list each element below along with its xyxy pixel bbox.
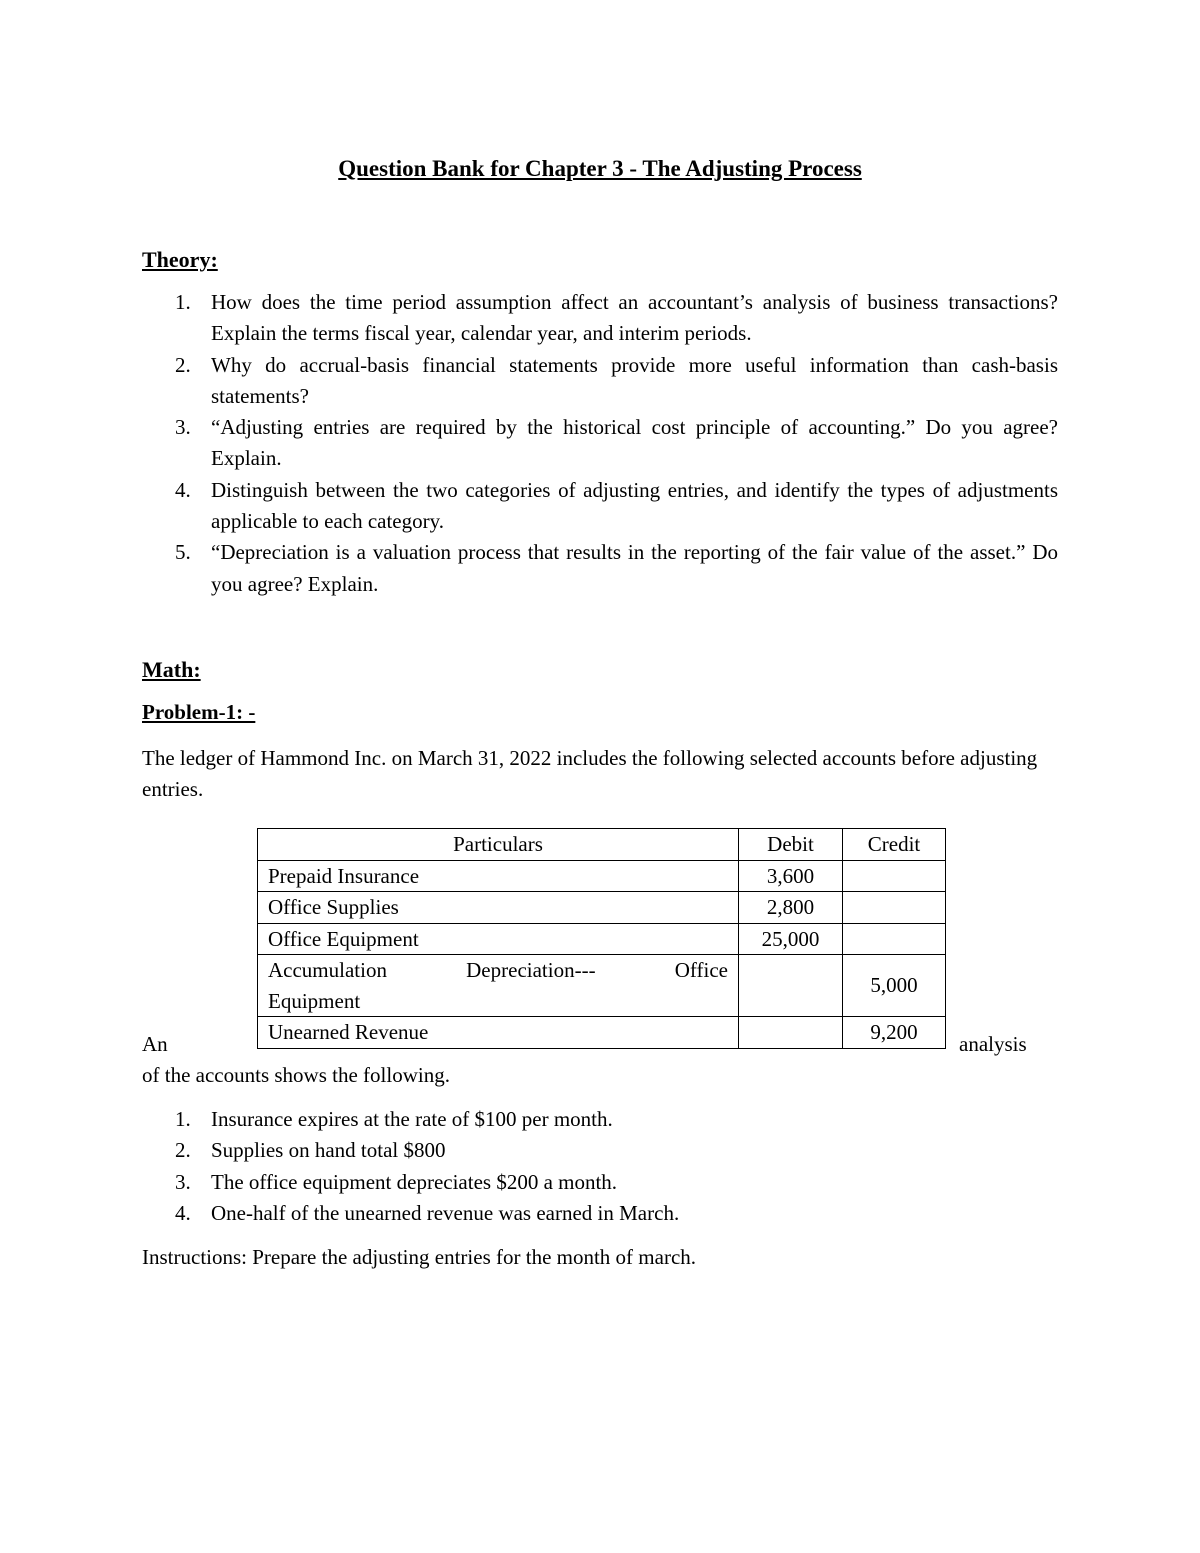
- cell-credit: [843, 860, 946, 892]
- cell-particulars: [258, 955, 739, 1017]
- theory-question: 3. “Adjusting entries are required by the historical cost principle of accounting.” Do you agree? Explain.: [175, 415, 1058, 471]
- facts-list: [142, 1104, 1058, 1229]
- table-row: [258, 955, 946, 1017]
- fact-item: 2. Supplies on hand total $800: [175, 1138, 446, 1163]
- header-credit: Credit: [843, 829, 946, 861]
- table-row: [258, 923, 946, 955]
- theory-question: 5. “Depreciation is a valuation process that results in the reporting of the fair value of the asset.” Do you agree? Explain.: [175, 540, 1058, 596]
- page-title: Question Bank for Chapter 3 - The Adjusting Process: [338, 156, 862, 181]
- particulars-part: Depreciation---: [466, 958, 596, 982]
- particulars-part: Office: [674, 958, 728, 982]
- cell-particulars: Prepaid Insurance: [258, 860, 739, 892]
- ledger-table: [257, 828, 946, 1049]
- header-debit: Debit: [739, 829, 843, 861]
- theory-question-list: [142, 287, 1058, 600]
- problem-heading: Problem-1: -: [142, 700, 256, 724]
- cell-credit: 9,200: [843, 1017, 946, 1049]
- math-heading: Math:: [142, 657, 201, 682]
- cell-debit: [739, 1017, 843, 1049]
- theory-question: 1. How does the time period assumption affect an accountant’s analysis of business transactions? Explain the terms fiscal year, calendar year, and interim periods.: [175, 290, 1058, 346]
- table-row: [258, 892, 946, 924]
- cell-debit: 25,000: [739, 923, 843, 955]
- table-row: [258, 1017, 946, 1049]
- fact-item: 1. Insurance expires at the rate of $100 per month.: [175, 1107, 613, 1131]
- instructions: Instructions: Prepare the adjusting entries for the month of march.: [142, 1245, 697, 1269]
- table-row: [258, 860, 946, 892]
- fact-item: 3. The office equipment depreciates $200 a month.: [175, 1169, 618, 1194]
- fact-item: 4. One-half of the unearned revenue was earned in March.: [175, 1200, 680, 1225]
- cell-particulars: Office Supplies: [258, 892, 739, 924]
- particulars-part: Accumulation: [268, 958, 387, 982]
- cell-debit: 2,800: [739, 892, 843, 924]
- analysis-line2: of the accounts shows the following.: [142, 1063, 450, 1087]
- table-header-row: [258, 829, 946, 861]
- cell-credit: [843, 923, 946, 955]
- problem-intro: The ledger of Hammond Inc. on March 31, 2022 includes the following selected accounts before adjusting entries.: [142, 746, 1038, 801]
- particulars-part: Equipment: [268, 988, 361, 1013]
- cell-particulars: Unearned Revenue: [258, 1017, 739, 1049]
- analysis-word-left: An: [142, 1032, 168, 1056]
- cell-debit: 3,600: [739, 860, 843, 892]
- cell-credit: 5,000: [843, 955, 946, 1017]
- theory-heading: Theory:: [142, 247, 218, 272]
- theory-question: 2. Why do accrual-basis financial statements provide more useful information than cash-basis statements?: [175, 352, 1058, 408]
- cell-credit: [843, 892, 946, 924]
- analysis-word-right: analysis: [959, 1032, 1027, 1056]
- cell-debit: [739, 955, 843, 1017]
- theory-question: 4. Distinguish between the two categories of adjusting entries, and identify the types of adjustments applicable to each category.: [175, 477, 1058, 534]
- cell-particulars: Office Equipment: [258, 923, 739, 955]
- header-particulars: Particulars: [258, 829, 739, 861]
